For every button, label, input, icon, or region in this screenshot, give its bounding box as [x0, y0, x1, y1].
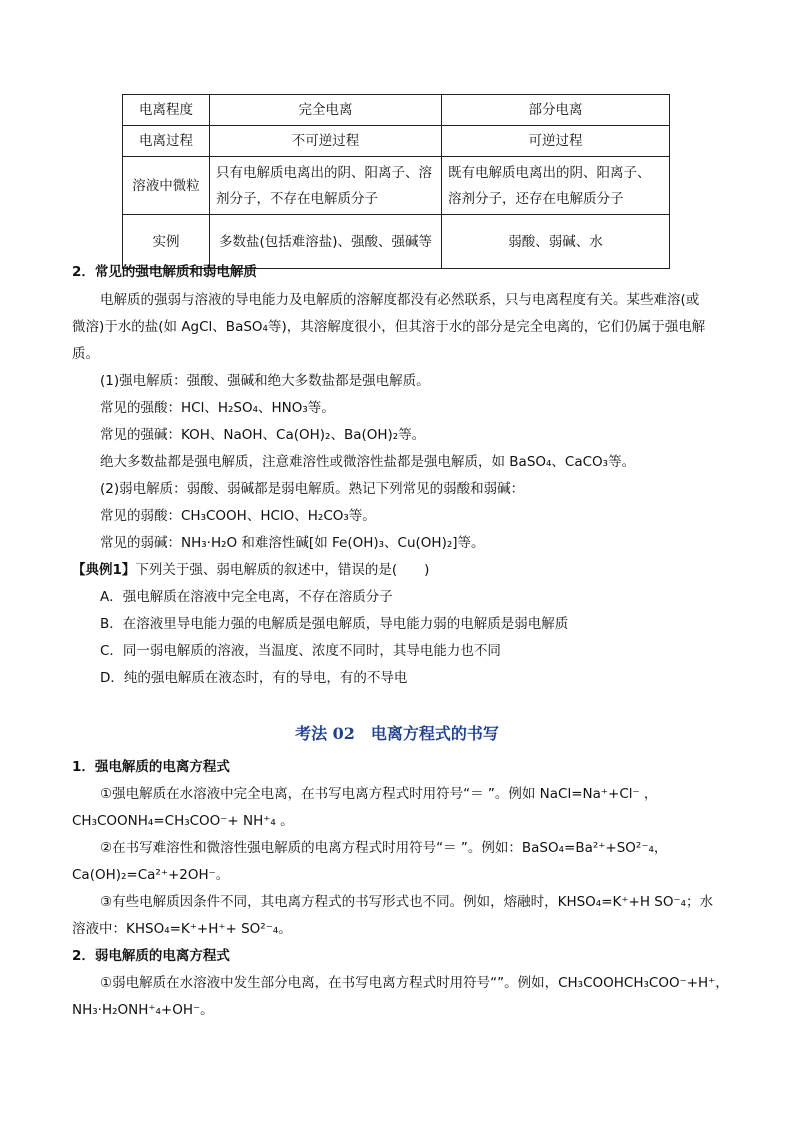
paragraph-line: ②在书写难溶性和微溶性强电解质的电离方程式时用符号“＝ ”。例如：BaSO₄=Ba²⁺+SO²⁻₄，: [100, 840, 668, 856]
list-item: 常见的弱酸：CH₃COOH、HClO、H₂CO₃等。: [100, 508, 376, 524]
list-item: (2)弱电解质：弱酸、弱碱都是弱电解质。熟记下列常见的弱酸和弱碱：: [100, 481, 525, 497]
option-b: B．在溶液里导电能力强的电解质是强电解质，导电能力弱的电解质是弱电解质: [100, 616, 569, 632]
paragraph-line: CH₃COONH₄=CH₃COO⁻+ NH⁺₄ 。: [72, 813, 294, 829]
table-cell: 弱酸、弱碱、水: [442, 215, 670, 269]
option-d: D．纯的强电解质在液态时，有的导电，有的不导电: [100, 670, 408, 686]
section-heading: 2．常见的强电解质和弱电解质: [72, 264, 257, 280]
paragraph-line: 电解质的强弱与溶液的导电能力及电解质的溶解度都没有必然联系，只与电离程度有关。某些难溶(或: [100, 292, 700, 308]
section-title: 考法 02 电离方程式的书写: [295, 724, 499, 743]
table-row: [123, 215, 670, 269]
table-cell: 溶液中微粒: [123, 157, 210, 215]
list-item: 常见的强酸：HCl、H₂SO₄、HNO₃等。: [100, 400, 335, 416]
table-row: [123, 126, 670, 157]
paragraph-line: Ca(OH)₂=Ca²⁺+2OH⁻。: [72, 867, 230, 883]
paragraph-line: 微溶)于水的盐(如 AgCl、BaSO₄等)，其溶解度很小，但其溶于水的部分是完全电离的，它们仍属于强电解: [72, 319, 706, 335]
table-cell: 只有电解质电离出的阴、阳离子、溶剂分子，不存在电解质分子: [210, 157, 442, 215]
paragraph-line: NH₃·H₂ONH⁺₄+OH⁻。: [72, 1002, 214, 1018]
table-row: [123, 95, 670, 126]
table-cell: 电离过程: [123, 126, 210, 157]
list-item: 常见的强碱：KOH、NaOH、Ca(OH)₂、Ba(OH)₂等。: [100, 427, 426, 443]
table-cell: 部分电离: [442, 95, 670, 126]
option-c: C．同一弱电解质的溶液，当温度、浓度不同时，其导电能力也不同: [100, 643, 501, 659]
list-item: 常见的弱碱：NH₃·H₂O 和难溶性碱[如 Fe(OH)₃、Cu(OH)₂]等。: [100, 535, 485, 551]
paragraph-line: 溶液中：KHSO₄=K⁺+H⁺+ SO²⁻₄。: [72, 921, 292, 937]
table-cell: 电离程度: [123, 95, 210, 126]
table-row: [123, 157, 670, 215]
list-item: 绝大多数盐都是强电解质，注意难溶性或微溶性盐都是强电解质，如 BaSO₄、CaCO₃等。: [100, 454, 636, 470]
example-question: [72, 560, 429, 580]
question-text: 下列关于强、弱电解质的叙述中，错误的是( ): [135, 562, 430, 578]
comparison-table: [122, 94, 670, 269]
table-cell: 可逆过程: [442, 126, 670, 157]
table-cell: 实例: [123, 215, 210, 269]
example-tag: 【典例1】: [72, 562, 136, 578]
paragraph-line: 质。: [72, 346, 99, 362]
list-item: (1)强电解质：强酸、强碱和绝大多数盐都是强电解质。: [100, 373, 430, 389]
table-cell: 既有电解质电离出的阴、阳离子、溶剂分子，还存在电解质分子: [442, 157, 670, 215]
subsection-heading: 1．强电解质的电离方程式: [72, 759, 230, 775]
table-cell: 多数盐(包括难溶盐)、强酸、强碱等: [210, 215, 442, 269]
paragraph-line: ③有些电解质因条件不同，其电离方程式的书写形式也不同。例如，熔融时，KHSO₄=K⁺+H SO⁻₄；水: [100, 894, 713, 910]
option-a: A．强电解质在溶液中完全电离，不存在溶质分子: [100, 589, 393, 605]
subsection-heading: 2．弱电解质的电离方程式: [72, 948, 230, 964]
table-cell: 完全电离: [210, 95, 442, 126]
paragraph-line: ①弱电解质在水溶液中发生部分电离，在书写电离方程式时用符号“”。例如，CH₃COOHCH₃COO⁻+H⁺，: [100, 975, 729, 991]
table-cell: 不可逆过程: [210, 126, 442, 157]
paragraph-line: ①强电解质在水溶液中完全电离，在书写电离方程式时用符号“＝ ”。例如 NaCl=Na⁺+Cl⁻ ，: [100, 786, 658, 802]
